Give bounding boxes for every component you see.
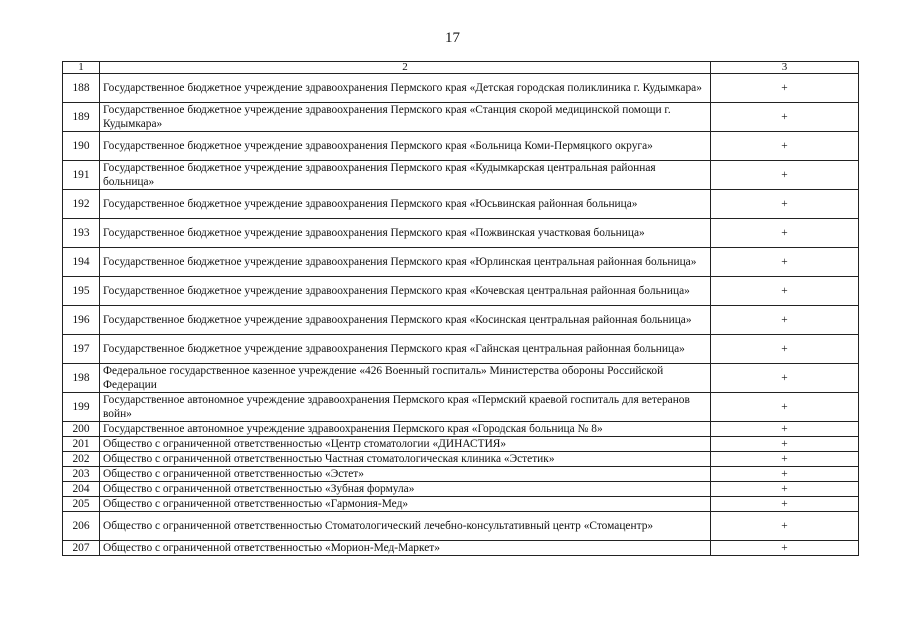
row-number: 200 [63, 422, 100, 437]
table-row [63, 437, 859, 452]
participation-mark: + [711, 422, 859, 437]
organization-name: Общество с ограниченной ответственностью «Эстет» [100, 467, 711, 482]
row-number: 198 [63, 364, 100, 393]
participation-mark: + [711, 482, 859, 497]
participation-mark: + [711, 437, 859, 452]
row-number: 195 [63, 277, 100, 306]
table-row [63, 512, 859, 541]
organization-name: Общество с ограниченной ответственностью «Зубная формула» [100, 482, 711, 497]
table-row [63, 452, 859, 467]
organization-name: Государственное бюджетное учреждение здравоохранения Пермского края «Кудымкарская центральная районная больница» [100, 161, 711, 190]
table-row [63, 161, 859, 190]
organization-name: Государственное бюджетное учреждение здравоохранения Пермского края «Больница Коми-Пермяцкого округа» [100, 132, 711, 161]
participation-mark: + [711, 219, 859, 248]
participation-mark: + [711, 335, 859, 364]
table-row [63, 422, 859, 437]
organization-name: Общество с ограниченной ответственностью «Центр стоматологии «ДИНАСТИЯ» [100, 437, 711, 452]
participation-mark: + [711, 452, 859, 467]
row-number: 194 [63, 248, 100, 277]
participation-mark: + [711, 132, 859, 161]
row-number: 193 [63, 219, 100, 248]
participation-mark: + [711, 190, 859, 219]
participation-mark: + [711, 512, 859, 541]
organization-name: Государственное бюджетное учреждение здравоохранения Пермского края «Гайнская центральная районная больница» [100, 335, 711, 364]
organization-name: Государственное бюджетное учреждение здравоохранения Пермского края «Юрлинская центральная районная больница» [100, 248, 711, 277]
row-number: 206 [63, 512, 100, 541]
participation-mark: + [711, 393, 859, 422]
participation-mark: + [711, 74, 859, 103]
organization-name: Общество с ограниченной ответственностью Стоматологический лечебно-консультативный центр «Стомацентр» [100, 512, 711, 541]
row-number: 202 [63, 452, 100, 467]
table-row [63, 393, 859, 422]
participation-mark: + [711, 161, 859, 190]
organization-name: Государственное бюджетное учреждение здравоохранения Пермского края «Юсьвинская районная больница» [100, 190, 711, 219]
table-row [63, 103, 859, 132]
row-number: 188 [63, 74, 100, 103]
participation-mark: + [711, 306, 859, 335]
organization-name: Государственное бюджетное учреждение здравоохранения Пермского края «Косинская центральная районная больница» [100, 306, 711, 335]
registry-table [62, 61, 859, 556]
column-header-name: 2 [100, 62, 711, 74]
table-row [63, 335, 859, 364]
table-row [63, 219, 859, 248]
organization-name: Общество с ограниченной ответственностью «Гармония-Мед» [100, 497, 711, 512]
row-number: 199 [63, 393, 100, 422]
table-row [63, 467, 859, 482]
organization-name: Общество с ограниченной ответственностью «Морион-Мед-Маркет» [100, 541, 711, 556]
organization-name: Государственное автономное учреждение здравоохранения Пермского края «Городская больница № 8» [100, 422, 711, 437]
table-row [63, 541, 859, 556]
organization-name: Федеральное государственное казенное учреждение «426 Военный госпиталь» Министерства обороны Российской Федерации [100, 364, 711, 393]
table-row [63, 74, 859, 103]
organization-name: Государственное бюджетное учреждение здравоохранения Пермского края «Станция скорой медицинской помощи г. Кудымкара» [100, 103, 711, 132]
row-number: 190 [63, 132, 100, 161]
participation-mark: + [711, 103, 859, 132]
organization-name: Государственное автономное учреждение здравоохранения Пермского края «Пермский краевой госпиталь для ветеранов войн» [100, 393, 711, 422]
row-number: 205 [63, 497, 100, 512]
column-header-number: 1 [63, 62, 100, 74]
row-number: 207 [63, 541, 100, 556]
participation-mark: + [711, 248, 859, 277]
table-row [63, 306, 859, 335]
row-number: 191 [63, 161, 100, 190]
participation-mark: + [711, 497, 859, 512]
participation-mark: + [711, 277, 859, 306]
row-number: 203 [63, 467, 100, 482]
organization-name: Государственное бюджетное учреждение здравоохранения Пермского края «Кочевская центральная районная больница» [100, 277, 711, 306]
row-number: 192 [63, 190, 100, 219]
page-number: 17 [445, 30, 460, 46]
table-row [63, 497, 859, 512]
table-header-row [63, 62, 859, 74]
table-row [63, 482, 859, 497]
row-number: 201 [63, 437, 100, 452]
row-number: 196 [63, 306, 100, 335]
organization-name: Общество с ограниченной ответственностью Частная стоматологическая клиника «Эстетик» [100, 452, 711, 467]
column-header-mark: 3 [711, 62, 859, 74]
participation-mark: + [711, 364, 859, 393]
participation-mark: + [711, 541, 859, 556]
organization-name: Государственное бюджетное учреждение здравоохранения Пермского края «Детская городская поликлиника г. Кудымкара» [100, 74, 711, 103]
row-number: 197 [63, 335, 100, 364]
table-row [63, 132, 859, 161]
participation-mark: + [711, 467, 859, 482]
table-row [63, 364, 859, 393]
row-number: 204 [63, 482, 100, 497]
table-row [63, 248, 859, 277]
registry-table-body [63, 62, 859, 556]
organization-name: Государственное бюджетное учреждение здравоохранения Пермского края «Пожвинская участковая больница» [100, 219, 711, 248]
row-number: 189 [63, 103, 100, 132]
table-row [63, 277, 859, 306]
table-row [63, 190, 859, 219]
